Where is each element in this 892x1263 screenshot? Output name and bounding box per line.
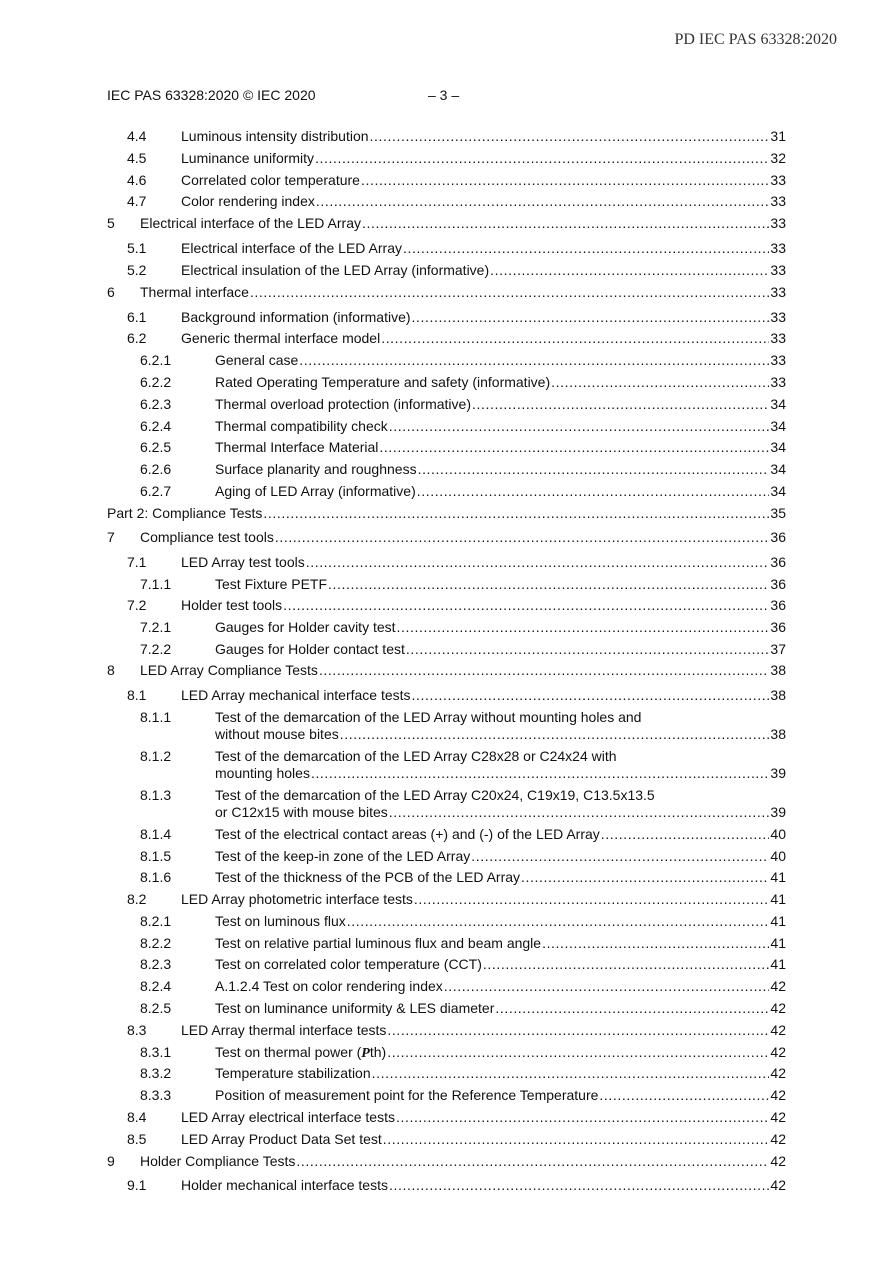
toc-entry-number: 6.2.5	[140, 439, 172, 455]
toc-entry-page: 33	[770, 240, 786, 256]
dot-leader	[412, 687, 770, 704]
toc-entry-title: Surface planarity and roughness	[215, 461, 417, 477]
toc-entry-page: 42	[770, 1087, 786, 1103]
toc-entry-page: 40	[770, 848, 786, 864]
toc-entry-page: 36	[770, 554, 786, 570]
toc-entry-title: Test on luminous flux	[215, 913, 346, 929]
dot-leader	[372, 1065, 770, 1082]
toc-entry-page: 42	[770, 978, 786, 994]
toc-entry-number: 8.1.1	[140, 709, 172, 725]
toc-entry-title: LED Array Compliance Tests	[140, 662, 318, 678]
toc-entry-title: Position of measurement point for the Reference Temperature	[215, 1087, 599, 1103]
toc-entry-number: 8.2.2	[140, 935, 172, 951]
toc-entry-number: 6.2.6	[140, 461, 172, 477]
dot-leader	[379, 439, 769, 456]
toc-entry-number: 6.2.7	[140, 483, 172, 499]
toc-entry-page: 31	[770, 128, 786, 144]
toc-entry-page: 33	[770, 193, 786, 209]
toc-entry-number: 6.1	[127, 309, 147, 325]
toc-entry-page: 41	[770, 935, 786, 951]
dot-leader	[316, 193, 770, 210]
toc-entry-title-suffix: th)	[369, 1044, 387, 1060]
toc-entry-title: LED Array Product Data Set test	[181, 1131, 382, 1147]
toc-entry-number: 8.3.2	[140, 1065, 172, 1081]
toc-entry-page: 33	[770, 172, 786, 188]
toc-entry-title: Holder Compliance Tests	[140, 1153, 296, 1169]
toc-entry-number: 7.2.2	[140, 641, 172, 657]
toc-entry-title: Thermal overload protection (informative)	[215, 396, 471, 412]
toc-entry-title-prefix: Test on thermal power (	[215, 1044, 362, 1060]
toc-entry-number: 4.6	[127, 172, 147, 188]
dot-leader	[283, 597, 769, 614]
toc-entry-title: Aging of LED Array (informative)	[215, 483, 416, 499]
toc-entry-page: 41	[770, 891, 786, 907]
toc-entry-number: 8.2.5	[140, 1000, 172, 1016]
dot-leader	[383, 1131, 770, 1148]
toc-entry-title: A.1.2.4 Test on color rendering index	[215, 978, 443, 994]
dot-leader	[328, 576, 769, 593]
toc-entry-title: Holder test tools	[181, 597, 283, 613]
toc-entry-page: 38	[770, 662, 786, 678]
toc-entry-number: 8.1	[127, 687, 147, 703]
toc-entry-page: 37	[770, 641, 786, 657]
toc-entry-page: 36	[770, 529, 786, 545]
toc-entry-number: 8.1.3	[140, 787, 172, 803]
toc-entry-number: 8.2.1	[140, 913, 172, 929]
toc-entry-number: 4.5	[127, 150, 147, 166]
dot-leader	[599, 1087, 769, 1104]
toc-entry-title: Compliance test tools	[140, 529, 274, 545]
toc-entry-title: Gauges for Holder contact test	[215, 641, 405, 657]
toc-entry-title: Gauges for Holder cavity test	[215, 619, 396, 635]
toc-entry-page: 38	[770, 726, 786, 742]
toc-entry-number: 8.2	[127, 891, 147, 907]
dot-leader	[296, 1153, 769, 1170]
toc-entry-number: 6.2.1	[140, 352, 172, 368]
dot-leader	[370, 128, 770, 145]
toc-entry-page: 41	[770, 869, 786, 885]
dot-leader	[551, 374, 769, 391]
dot-leader	[311, 765, 769, 782]
toc-entry-page: 32	[770, 150, 786, 166]
dot-leader	[412, 309, 770, 326]
toc-entry-title: Part 2: Compliance Tests	[107, 505, 263, 521]
dot-leader	[389, 1177, 769, 1194]
toc-entry-title: Thermal Interface Material	[215, 439, 379, 455]
toc-entry-page: 34	[770, 396, 786, 412]
toc-entry-page: 42	[770, 1131, 786, 1147]
toc-entry-page: 33	[770, 330, 786, 346]
toc-entry-page: 39	[770, 804, 786, 820]
dot-leader	[389, 804, 770, 821]
toc-entry-number: 5.2	[127, 262, 147, 278]
toc-entry-title: General case	[215, 352, 299, 368]
toc-entry-title: Background information (informative)	[181, 309, 411, 325]
toc-entry-number: 7.2.1	[140, 619, 172, 635]
dot-leader	[601, 826, 770, 843]
dot-leader	[250, 284, 769, 301]
toc-entry-title: Test Fixture PETF	[215, 576, 328, 592]
toc-entry-page: 36	[770, 619, 786, 635]
toc-entry-number: 8.1.6	[140, 869, 172, 885]
toc-entry-page: 33	[770, 215, 786, 231]
toc-entry-page: 34	[770, 461, 786, 477]
toc-entry-title: Test of the keep-in zone of the LED Array	[215, 848, 471, 864]
dot-leader	[263, 505, 769, 522]
dot-leader	[472, 396, 769, 413]
toc-entry-title: Luminance uniformity	[181, 150, 315, 166]
toc-entry-page: 42	[770, 1177, 786, 1193]
toc-entry-number: 4.7	[127, 193, 147, 209]
dot-leader	[414, 891, 770, 908]
toc-entry-title: Holder mechanical interface tests	[181, 1177, 388, 1193]
document-id: PD IEC PAS 63328:2020	[674, 31, 837, 48]
toc-entry-number: 7	[107, 529, 115, 545]
dot-leader	[275, 529, 770, 546]
toc-entry-title-line1: Test of the demarcation of the LED Array without mounting holes and	[215, 709, 642, 725]
toc-entry-title: Thermal compatibility check	[215, 418, 388, 434]
toc-entry-page: 33	[770, 374, 786, 390]
toc-entry-page: 36	[770, 576, 786, 592]
dot-leader	[361, 172, 769, 189]
toc-entry-number: 8.3	[127, 1022, 147, 1038]
toc-entry-title: LED Array electrical interface tests	[181, 1109, 395, 1125]
toc-entry-page: 33	[770, 309, 786, 325]
toc-entry-number: 9	[107, 1153, 115, 1169]
dot-leader	[418, 461, 770, 478]
toc-entry-number: 8.3.3	[140, 1087, 172, 1103]
toc-entry-page: 34	[770, 439, 786, 455]
toc-entry-number: 9.1	[127, 1177, 147, 1193]
dot-leader	[490, 262, 769, 279]
toc-entry-page: 40	[770, 826, 786, 842]
toc-entry-title: LED Array mechanical interface tests	[181, 687, 411, 703]
toc-entry-page: 42	[770, 1153, 786, 1169]
dot-leader	[483, 956, 770, 973]
toc-entry-title: Luminous intensity distribution	[181, 128, 369, 144]
page-number: – 3 –	[428, 87, 460, 103]
dot-leader	[417, 483, 770, 500]
toc-entry-number: 7.1.1	[140, 576, 172, 592]
toc-entry-title: without mouse bites	[215, 726, 339, 742]
toc-entry-title: Test on luminance uniformity & LES diameter	[215, 1000, 495, 1016]
toc-entry-number: 5	[107, 215, 115, 231]
toc-entry-number: 6.2	[127, 330, 147, 346]
toc-entry-number: 8.3.1	[140, 1044, 172, 1060]
dot-leader	[542, 935, 769, 952]
dot-leader	[397, 619, 770, 636]
toc-entry-number: 7.1	[127, 554, 147, 570]
dot-leader	[319, 662, 769, 679]
toc-entry-title: Generic thermal interface model	[181, 330, 381, 346]
toc-entry-page: 42	[770, 1065, 786, 1081]
toc-entry-number: 8.2.3	[140, 956, 172, 972]
toc-entry-page: 33	[770, 352, 786, 368]
dot-leader	[299, 352, 769, 369]
dot-leader	[521, 869, 769, 886]
toc-entry-title: Thermal interface	[140, 284, 249, 300]
dot-leader	[362, 215, 769, 232]
toc-entry-number: 6	[107, 284, 115, 300]
toc-entry-page: 41	[770, 913, 786, 929]
dot-leader	[471, 848, 769, 865]
toc-entry-number: 8.2.4	[140, 978, 172, 994]
dot-leader	[306, 554, 770, 571]
toc-entry-number: 6.2.3	[140, 396, 172, 412]
toc-entry-page: 39	[770, 765, 786, 781]
toc-entry-title: Correlated color temperature	[181, 172, 360, 188]
toc-entry-page: 36	[770, 597, 786, 613]
toc-entry-number: 8.4	[127, 1109, 147, 1125]
dot-leader	[340, 726, 770, 743]
toc-entry-page: 33	[770, 262, 786, 278]
toc-entry-page: 38	[770, 687, 786, 703]
toc-entry-page: 42	[770, 1109, 786, 1125]
toc-entry-number: 5.1	[127, 240, 147, 256]
toc-entry-title: Test on relative partial luminous flux and beam angle	[215, 935, 542, 951]
toc-entry-page: 33	[770, 284, 786, 300]
dot-leader	[396, 1109, 769, 1126]
dot-leader	[403, 240, 769, 257]
toc-entry-page: 42	[770, 1000, 786, 1016]
toc-entry-title: Rated Operating Temperature and safety (informative)	[215, 374, 551, 390]
toc-entry-title-line1: Test of the demarcation of the LED Array C20x24, C19x19, C13.5x13.5	[215, 787, 655, 803]
toc-entry-number: 8.1.4	[140, 826, 172, 842]
toc-entry-title: Test of the thickness of the PCB of the LED Array	[215, 869, 521, 885]
toc-entry-title: Electrical interface of the LED Array	[181, 240, 402, 256]
toc-entry-number: 7.2	[127, 597, 147, 613]
toc-entry-page: 42	[770, 1044, 786, 1060]
dot-leader	[347, 913, 770, 930]
toc-entry-title: LED Array thermal interface tests	[181, 1022, 387, 1038]
dot-leader	[387, 1022, 769, 1039]
toc-entry-title: Test of the electrical contact areas (+) and (-) of the LED Array	[215, 826, 600, 842]
toc-entry-title-line1: Test of the demarcation of the LED Array C28x28 or C24x24 with	[215, 748, 617, 764]
toc-entry-title: LED Array test tools	[181, 554, 305, 570]
dot-leader	[389, 418, 770, 435]
toc-entry-title	[215, 1044, 386, 1062]
toc-entry-title: Temperature stabilization	[215, 1065, 371, 1081]
dot-leader	[315, 150, 769, 167]
dot-leader	[406, 641, 770, 658]
toc-entry-number: 4.4	[127, 128, 147, 144]
toc-entry-page: 41	[770, 956, 786, 972]
toc-entry-number: 8.1.5	[140, 848, 172, 864]
dot-leader	[444, 978, 770, 995]
toc-entry-title: Color rendering index	[181, 193, 315, 209]
toc-entry-title-symbol: P	[361, 1046, 370, 1061]
toc-entry-title: LED Array photometric interface tests	[181, 891, 413, 907]
toc-entry-page: 42	[770, 1022, 786, 1038]
dot-leader	[381, 330, 769, 347]
toc-entry-number: 8	[107, 662, 115, 678]
running-header: IEC PAS 63328:2020 © IEC 2020	[107, 87, 316, 103]
toc-entry-page: 35	[770, 505, 786, 521]
dot-leader	[387, 1044, 769, 1061]
toc-entry-number: 8.1.2	[140, 748, 172, 764]
toc-entry-number: 8.5	[127, 1131, 147, 1147]
toc-entry-number: 6.2.4	[140, 418, 172, 434]
toc-entry-page: 34	[770, 483, 786, 499]
toc-entry-title: Electrical insulation of the LED Array (informative)	[181, 262, 490, 278]
toc-entry-page: 34	[770, 418, 786, 434]
toc-entry-title: or C12x15 with mouse bites	[215, 804, 388, 820]
toc-entry-title: Electrical interface of the LED Array	[140, 215, 361, 231]
toc-entry-number: 6.2.2	[140, 374, 172, 390]
toc-entry-title: Test on correlated color temperature (CCT)	[215, 956, 482, 972]
dot-leader	[495, 1000, 769, 1017]
toc-entry-title: mounting holes	[215, 765, 310, 781]
